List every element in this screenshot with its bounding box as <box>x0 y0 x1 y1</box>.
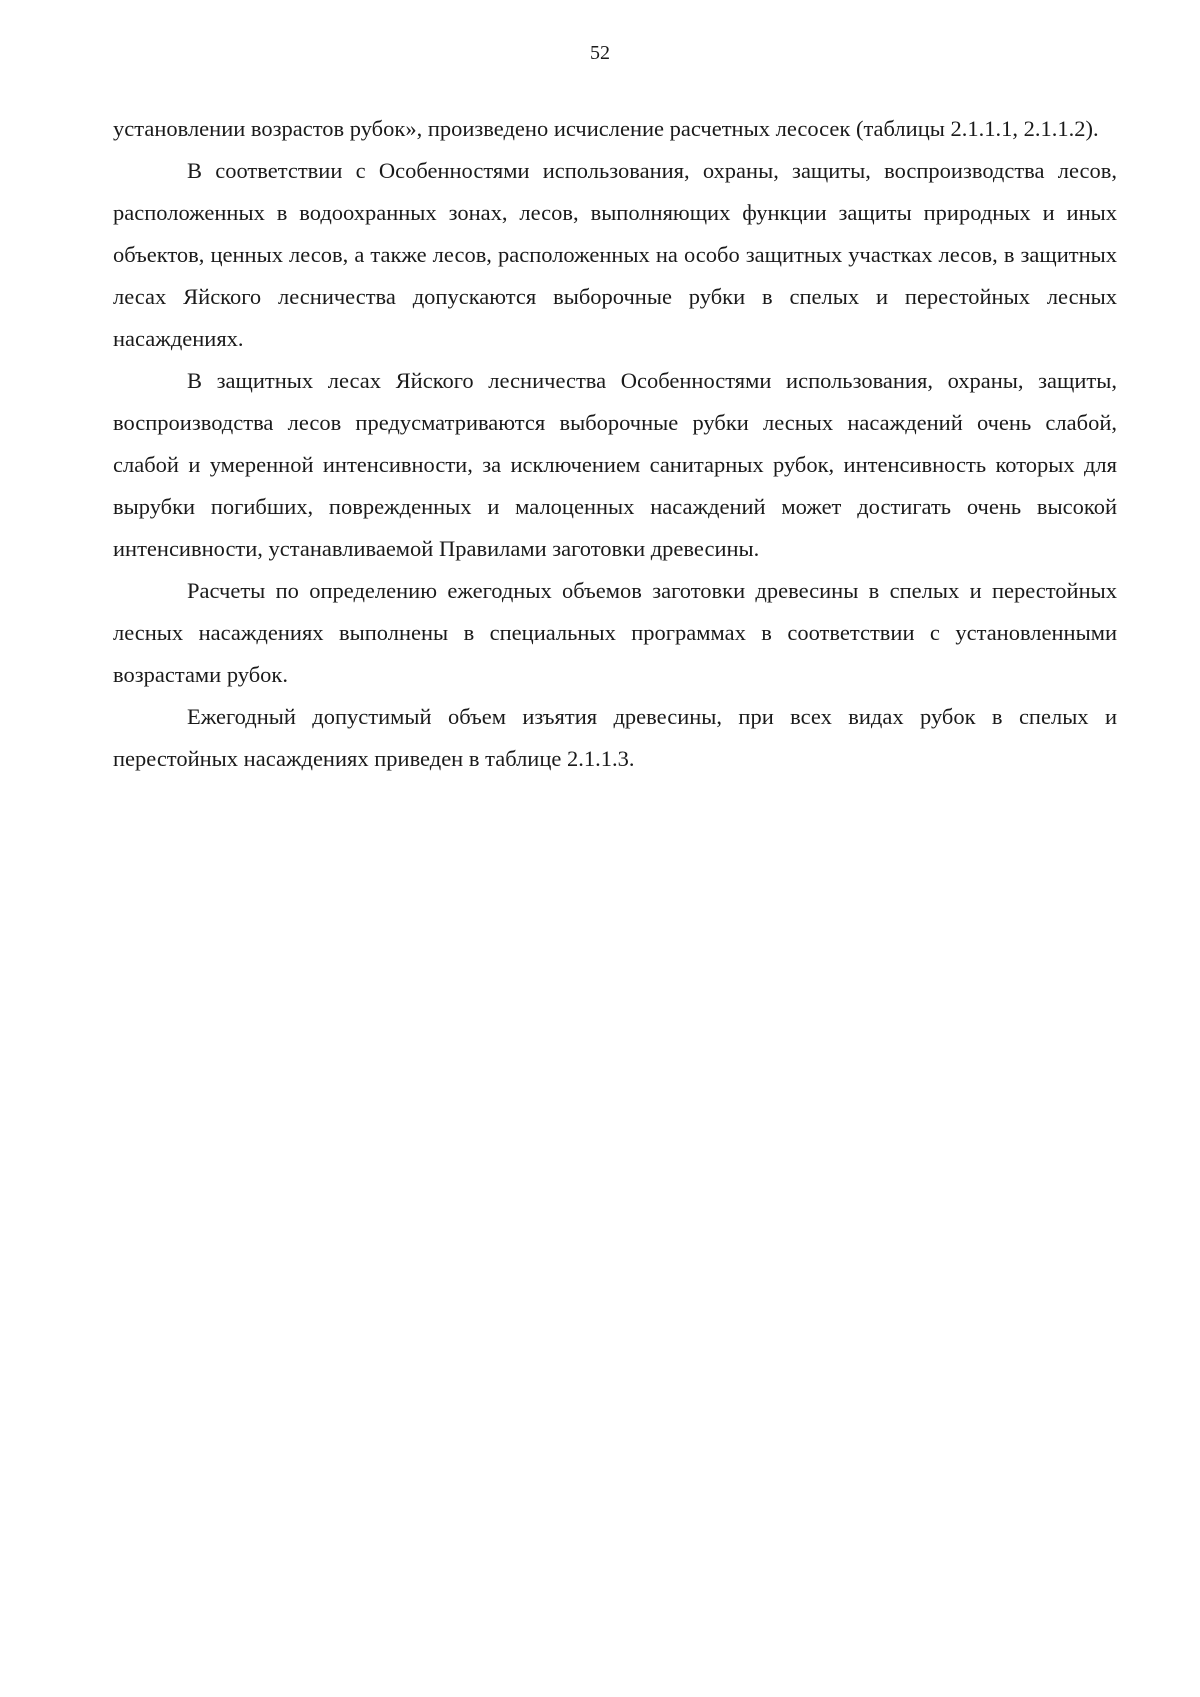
paragraph-continuation: установлении возрастов рубок», произведено исчисление расчетных лесосек (таблицы 2.1.1.1, 2.1.1.2). <box>113 116 1099 141</box>
paragraph: В соответствии с Особенностями использования, охраны, защиты, воспроизводства лесов, расположенных в водоохранных зонах, лесов, выполняющих функции защиты природных и иных объектов, ценных лесов, а также лесов, расположенных на особо защитных участках лесов, в защитных лесах Яйского лесничества допускаются выборочные рубки в спелых и перестойных лесных насаждениях. <box>113 158 1117 351</box>
page-number: 52 <box>590 42 610 64</box>
document-body <box>113 108 1117 780</box>
paragraph: В защитных лесах Яйского лесничества Особенностями использования, охраны, защиты, воспроизводства лесов предусматриваются выборочные рубки лесных насаждений очень слабой, слабой и умеренной интенсивности, за исключением санитарных рубок, интенсивность которых для вырубки погибших, поврежденных и малоценных насаждений может достигать очень высокой интенсивности, устанавливаемой Правилами заготовки древесины. <box>113 368 1117 561</box>
paragraph: Расчеты по определению ежегодных объемов заготовки древесины в спелых и перестойных лесных насаждениях выполнены в специальных программах в соответствии с установленными возрастами рубок. <box>113 578 1117 687</box>
paragraph: Ежегодный допустимый объем изъятия древесины, при всех видах рубок в спелых и перестойных насаждениях приведен в таблице 2.1.1.3. <box>113 704 1117 771</box>
